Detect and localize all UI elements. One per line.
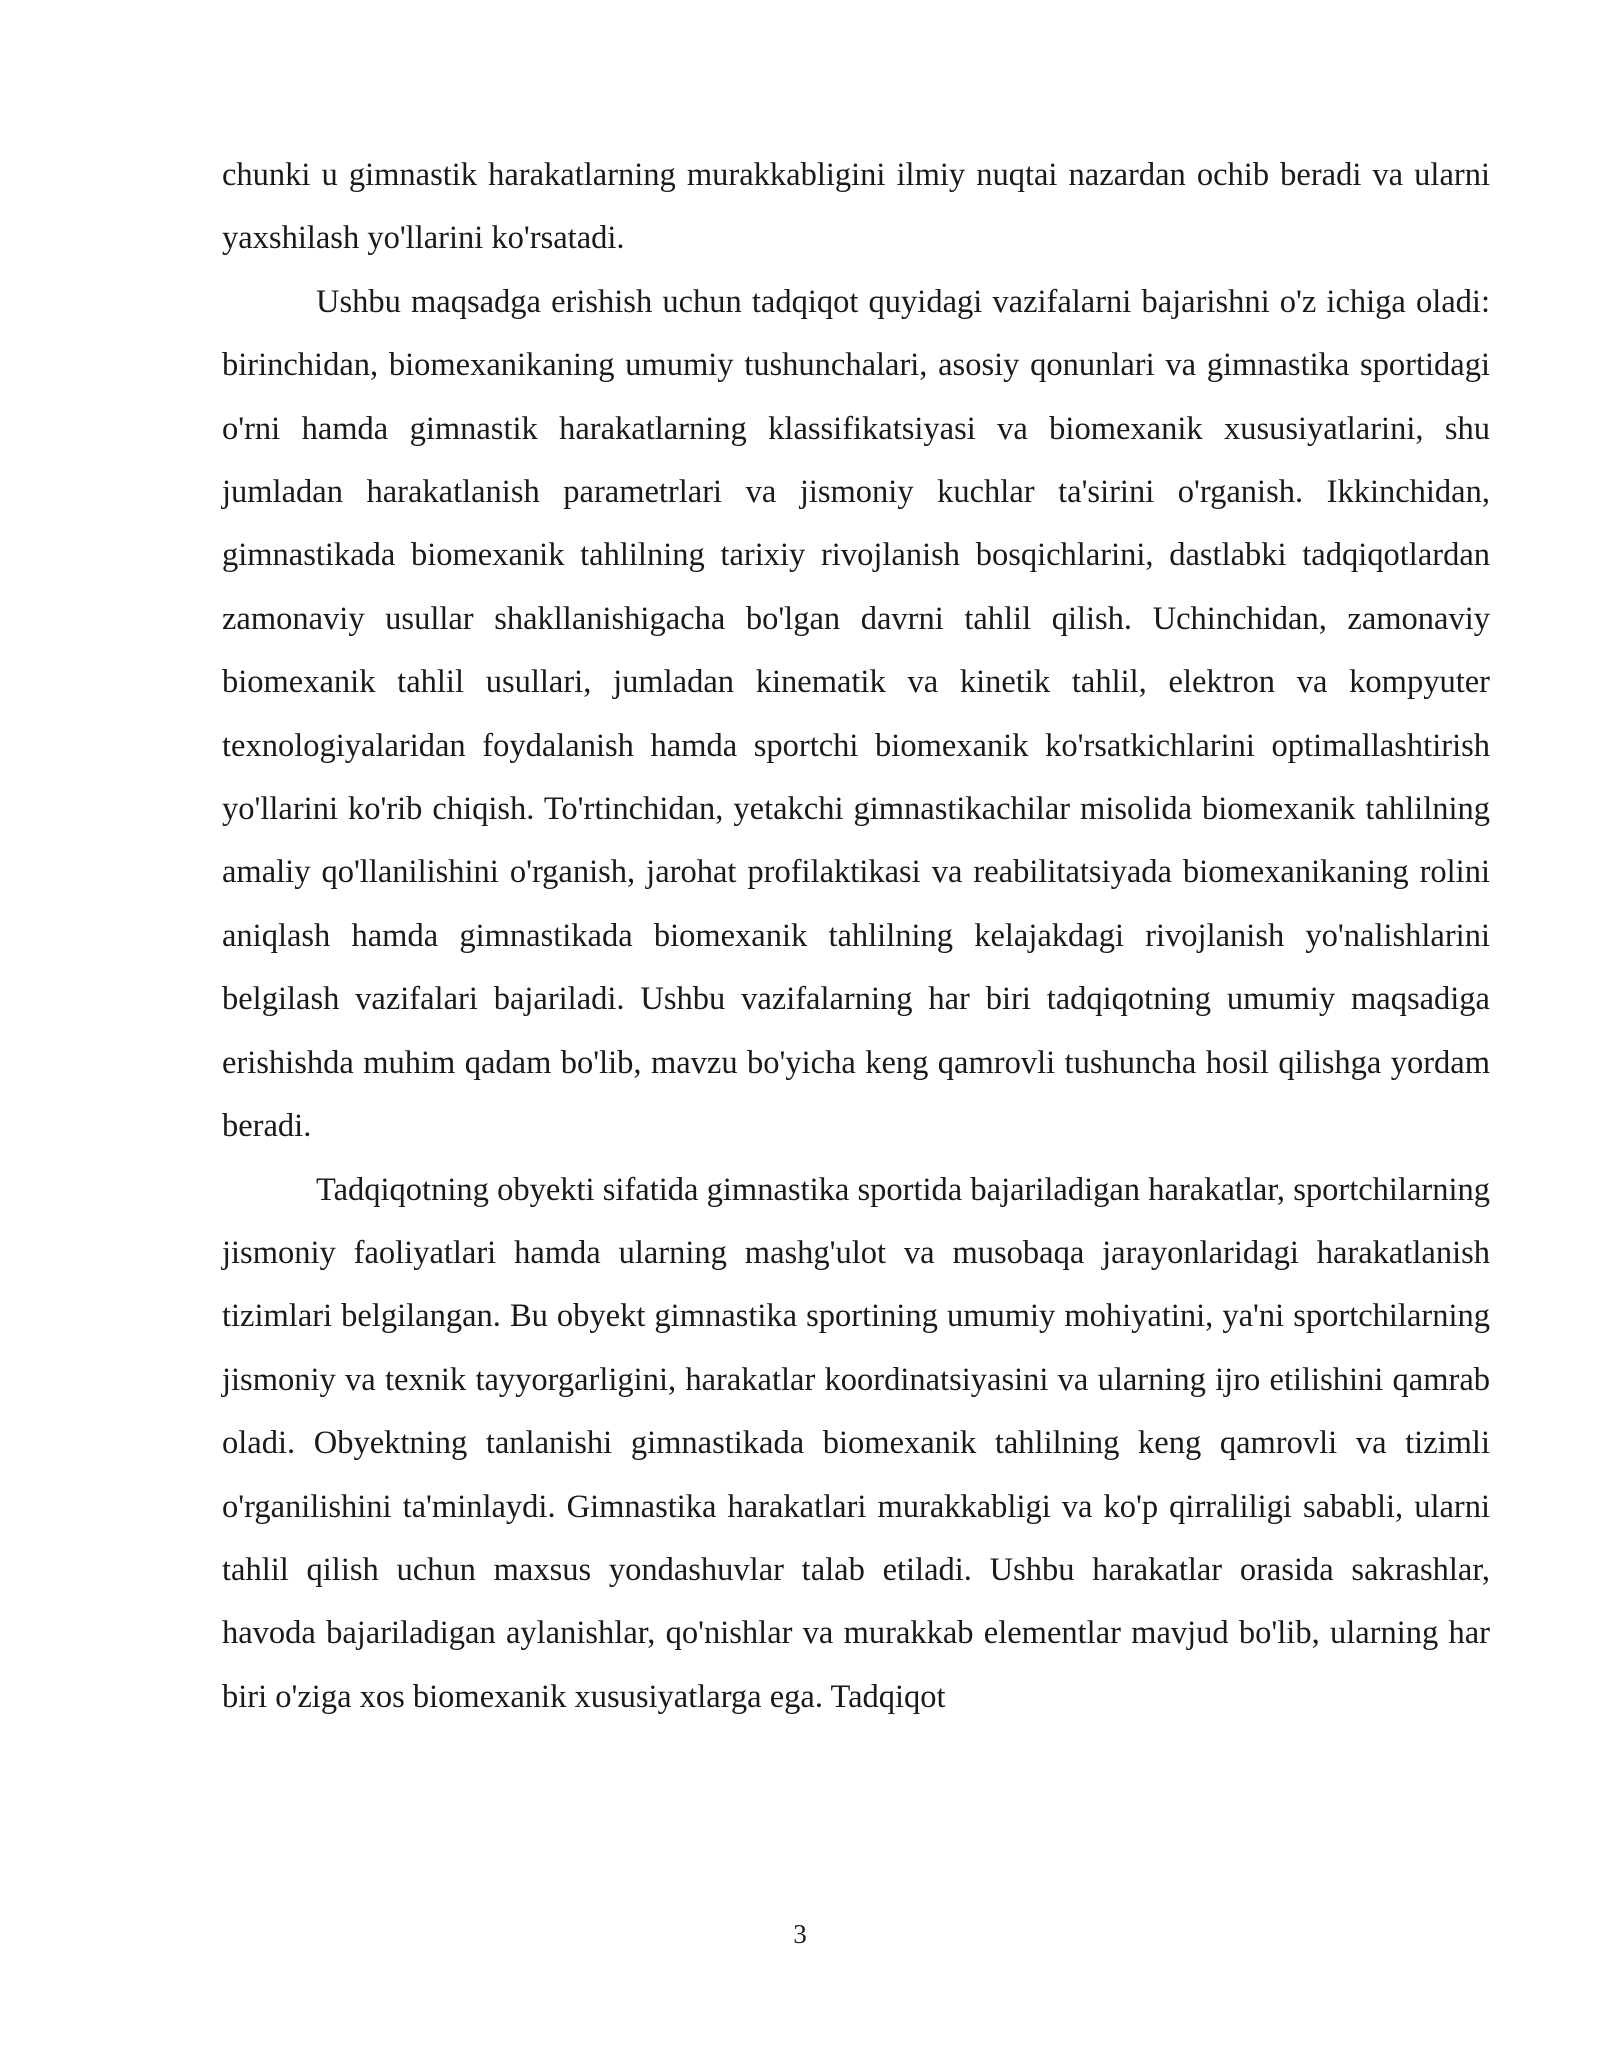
page-number: 3 xyxy=(793,1919,807,1949)
paragraph-research-object: Tadqiqotning obyekti sifatida gimnastika sportida bajariladigan harakatlar, sportchilarning jismoniy faoliyatlari hamda ularning mashg'ulot va musobaqa jarayonlaridagi harakatlanish tizimlari belgilangan. Bu obyekt gimnastika sportining umumiy mohiyatini, ya'ni sportchilarning jismoniy va texnik tayyorgarligini, harakatlar koordinatsiyasini va ularning ijro etilishini qamrab oladi. Obyektning tanlanishi gimnastikada biomexanik tahlilning keng qamrovli va tizimli o'rganilishini ta'minlaydi. Gimnastika harakatlari murakkabligi va ko'p qirraliligi sababli, ularni tahlil qilish uchun maxsus yondashuvlar talab etiladi. Ushbu harakatlar orasida sakrashlar, havoda bajariladigan aylanishlar, qo'nishlar va murakkab elementlar mavjud bo'lib, ularning har biri o'ziga xos biomexanik xususiyatlarga ega. Tadqiqot xyxy=(222,1171,1490,1715)
body-text xyxy=(222,144,1490,1729)
paragraph-continuation: chunki u gimnastik harakatlarning murakkabligini ilmiy nuqtai nazardan ochib beradi va ularni yaxshilash yo'llarini ko'rsatadi. xyxy=(222,157,1490,257)
paragraph-tasks: Ushbu maqsadga erishish uchun tadqiqot quyidagi vazifalarni bajarishni o'z ichiga oladi: birinchidan, biomexanikaning umumiy tushunchalari, asosiy qonunlari va gimnastika sportidagi o'rni hamda gimnastik harakatlarning klassifikatsiyasi va biomexanik xususiyatlarini, shu jumladan harakatlanish parametrlari va jismoniy kuchlar ta'sirini o'rganish. Ikkinchidan, gimnastikada biomexanik tahlilning tarixiy rivojlanish bosqichlarini, dastlabki tadqiqotlardan zamonaviy usullar shakllanishigacha bo'lgan davrni tahlil qilish. Uchinchidan, zamonaviy biomexanik tahlil usullari, jumladan kinematik va kinetik tahlil, elektron va kompyuter texnologiyalaridan foydalanish hamda sportchi biomexanik ko'rsatkichlarini optimallashtirish yo'llarini ko'rib chiqish. To'rtinchidan, yetakchi gimnastikachilar misolida biomexanik tahlilning amaliy qo'llanilishini o'rganish, jarohat profilaktikasi va reabilitatsiyada biomexanikaning rolini aniqlash hamda gimnastikada biomexanik tahlilning kelajakdagi rivojlanish yo'nalishlarini belgilash vazifalari bajariladi. Ushbu vazifalarning har biri tadqiqotning umumiy maqsadiga erishishda muhim qadam bo'lib, mavzu bo'yicha keng qamrovli tushuncha hosil qilishga yordam beradi. xyxy=(222,283,1490,1145)
